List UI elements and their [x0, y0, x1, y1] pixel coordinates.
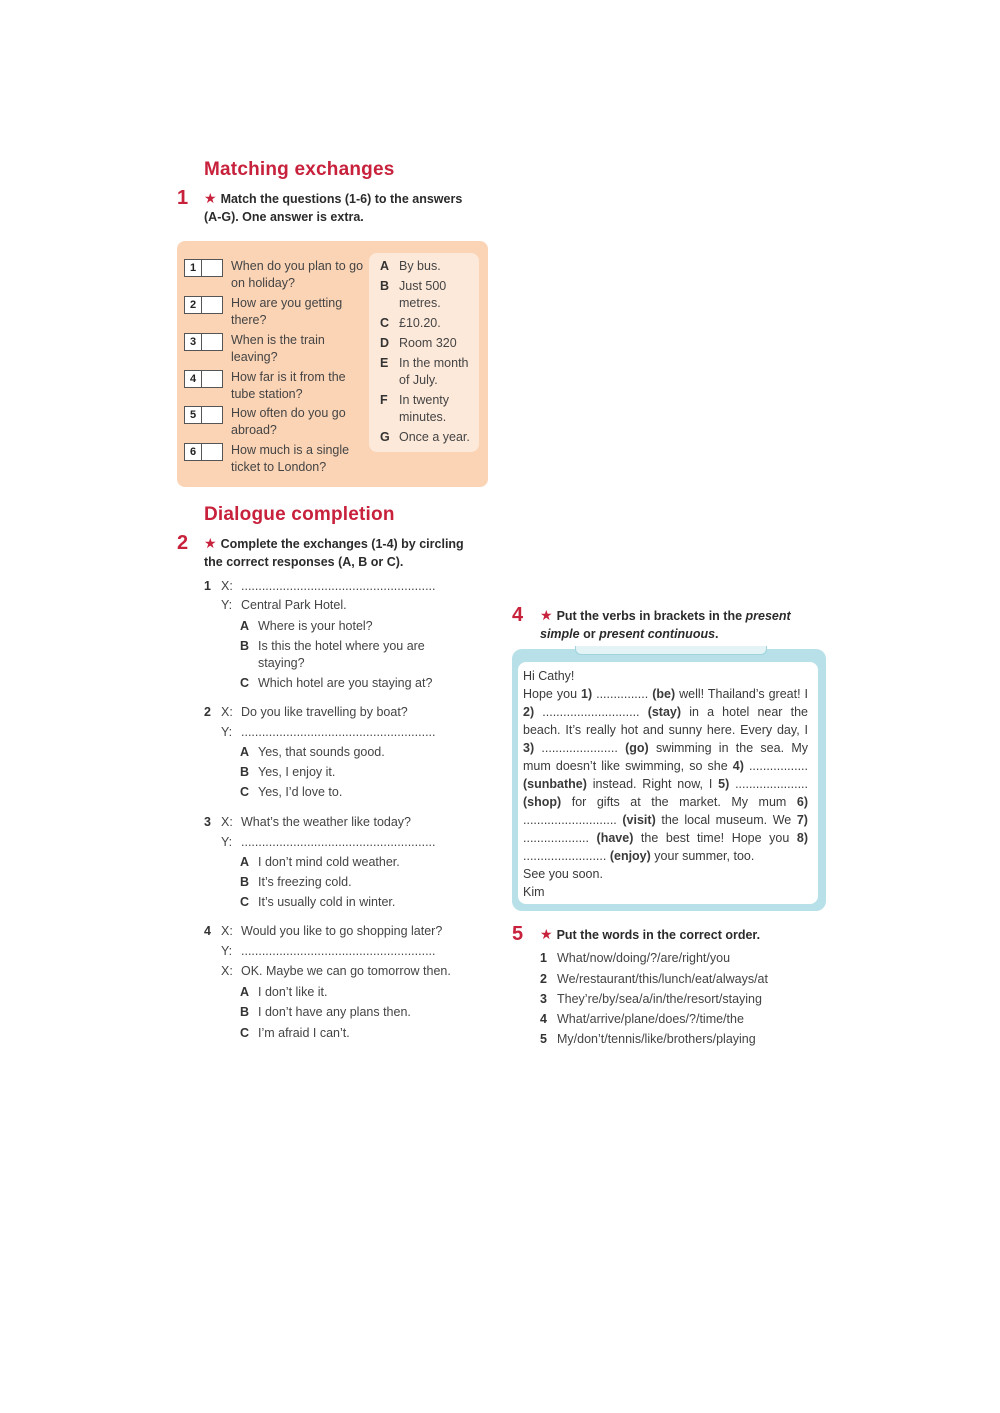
exercise-number-5: 5 [512, 923, 524, 945]
question-row [184, 369, 369, 403]
letter-tab [575, 646, 767, 655]
section-title-dialogue: Dialogue completion [204, 504, 395, 525]
list-item: 2 We/restaurant/this/lunch/eat/always/at [540, 972, 768, 986]
star-icon: ★ [540, 607, 553, 623]
answer-box-2[interactable] [184, 296, 223, 314]
speaker-x: X: [221, 815, 233, 829]
response-option[interactable]: A I don’t mind cold weather. [240, 855, 400, 869]
response-option[interactable]: C Yes, I’d love to. [240, 785, 343, 799]
dialogue-line: What’s the weather like today? [241, 815, 412, 829]
answer-letter: D [380, 336, 390, 350]
answer-option [380, 278, 480, 312]
answer-text: By bus. [399, 259, 441, 273]
question-text: How are you getting there? [231, 296, 343, 327]
exercise-2-instruction [204, 534, 479, 571]
star-icon: ★ [204, 190, 217, 206]
letter-greeting: Hi Cathy! [523, 669, 575, 683]
star-icon: ★ [540, 926, 553, 942]
question-text: How far is it from the tube station? [231, 370, 346, 401]
dialogue-number: 3 [204, 815, 211, 829]
answer-text: Room 320 [399, 336, 457, 350]
gap-3[interactable]: ...................... [534, 741, 626, 755]
question-row [184, 332, 369, 366]
answer-letter: A [380, 259, 390, 273]
letter-text [523, 667, 808, 901]
list-item: 3 They’re/by/sea/a/in/the/resort/staying [540, 992, 762, 1006]
answer-blank[interactable]: ........................................................ [241, 579, 436, 593]
question-number: 6 [185, 444, 202, 460]
answer-text: In the month of July. [399, 356, 469, 387]
answer-blank[interactable]: ........................................................ [241, 944, 436, 958]
dialogue-line: Central Park Hotel. [241, 598, 347, 612]
dialogue-line: Would you like to go shopping later? [241, 924, 443, 938]
question-text: When do you plan to go on holiday? [231, 259, 364, 290]
answer-box-1[interactable] [184, 259, 223, 277]
question-text: How much is a single ticket to London? [231, 443, 350, 474]
question-number: 5 [185, 407, 202, 423]
speaker-y: Y: [221, 944, 233, 958]
dialogue-line: OK. Maybe we can go tomorrow then. [241, 964, 451, 978]
question-row [184, 405, 369, 439]
speaker-y: Y: [221, 725, 233, 739]
response-option[interactable]: A I don’t like it. [240, 985, 328, 999]
response-option[interactable]: C I’m afraid I can’t. [240, 1026, 350, 1040]
response-option[interactable]: C It’s usually cold in winter. [240, 895, 396, 909]
answer-letter: E [380, 356, 389, 370]
speaker-y: Y: [221, 835, 233, 849]
exercise-number-4: 4 [512, 604, 524, 626]
gap-7[interactable]: ................... [523, 831, 597, 845]
instruction-text: Put the words in the correct order. [556, 928, 761, 942]
letter-body: Hope you 1) ............... (be) well! Thailand’s great! I 2) ............................ (stay) in a hotel near the beach. It’s really hot and sunny here. Every day, I 3) ...................... (go) swimming in the sea. My mum doesn’t like swimming, so she 4) ................. (sunbathe) instead. Right now, I 5) ..................... (shop) for gifts at the market. My mum 6) ........................... (visit) the local museum. We 7) ................... (have) the best time! Hope you 8) ........................ (enjoy) your summer, too. [523, 687, 809, 863]
dialogue-line: Do you like travelling by boat? [241, 705, 408, 719]
response-option[interactable]: B I don’t have any plans then. [240, 1005, 411, 1019]
answer-option [380, 335, 480, 352]
answer-letter: G [380, 430, 390, 444]
dialogue-number: 2 [204, 705, 211, 719]
dialogue-number: 4 [204, 924, 211, 938]
answer-letter: F [380, 393, 388, 407]
answer-text: In twenty minutes. [399, 393, 450, 424]
question-row [184, 442, 369, 476]
gap-8[interactable]: ........................ [523, 849, 610, 863]
exercise-number-1: 1 [177, 187, 189, 209]
question-number: 4 [185, 371, 202, 387]
response-option[interactable]: B It’s freezing cold. [240, 875, 352, 889]
answer-option [380, 429, 480, 446]
gap-6[interactable]: ........................... [523, 813, 623, 827]
exercise-5-instruction [540, 925, 810, 944]
response-option[interactable]: B Yes, I enjoy it. [240, 765, 336, 779]
speaker-x: X: [221, 964, 233, 978]
answer-box-3[interactable] [184, 333, 223, 351]
star-icon: ★ [204, 535, 217, 551]
exercise-4-instruction: ★ Put the verbs in brackets in the present simple or present continuous. [540, 607, 791, 641]
gap-4[interactable]: ................. [743, 759, 808, 773]
question-text: How often do you go abroad? [231, 406, 346, 437]
answer-text: Just 500 metres. [399, 279, 447, 310]
answer-blank[interactable]: ........................................................ [241, 835, 436, 849]
exercise-number-2: 2 [177, 532, 189, 554]
speaker-x: X: [221, 705, 233, 719]
question-text: When is the train leaving? [231, 333, 325, 364]
answer-blank[interactable]: ........................................................ [241, 725, 436, 739]
answer-letter: C [380, 316, 390, 330]
answer-text: Once a year. [399, 430, 470, 444]
list-item: 5 My/don’t/tennis/like/brothers/playing [540, 1032, 756, 1046]
instruction-text: Complete the exchanges (1-4) by circling the correct responses (A, B or C). [204, 537, 464, 569]
answer-box-4[interactable] [184, 370, 223, 388]
answer-box-6[interactable] [184, 443, 223, 461]
gap-5[interactable]: ..................... [729, 777, 808, 791]
answer-box-5[interactable] [184, 406, 223, 424]
question-row [184, 295, 369, 329]
response-option[interactable]: A Where is your hotel? [240, 619, 373, 633]
response-option[interactable]: A Yes, that sounds good. [240, 745, 385, 759]
instruction-text: Match the questions (1-6) to the answers (A-G). One answer is extra. [204, 192, 463, 224]
exercise-1-instruction [204, 189, 479, 226]
letter-signature: Kim [523, 885, 545, 899]
dialogue-number: 1 [204, 579, 211, 593]
response-option[interactable]: B Is this the hotel where you are staying? [240, 639, 425, 670]
question-row [184, 258, 369, 292]
speaker-x: X: [221, 579, 233, 593]
answer-text: £10.20. [399, 316, 441, 330]
gap-1[interactable]: ............... [592, 687, 653, 701]
answer-option [380, 392, 480, 426]
answer-letter: B [380, 279, 390, 293]
answer-option [380, 315, 480, 332]
list-item: 1 What/now/doing/?/are/right/you [540, 951, 731, 965]
question-number: 3 [185, 334, 202, 350]
list-item: 4 What/arrive/plane/does/?/time/the [540, 1012, 744, 1026]
speaker-y: Y: [221, 598, 233, 612]
speaker-x: X: [221, 924, 233, 938]
letter-closing: See you soon. [523, 867, 603, 881]
question-number: 2 [185, 297, 202, 313]
gap-2[interactable]: ............................ [534, 705, 648, 719]
answer-option [380, 258, 480, 275]
answer-option [380, 355, 480, 389]
response-option[interactable]: C Which hotel are you staying at? [240, 676, 433, 690]
section-title-matching: Matching exchanges [204, 159, 395, 180]
question-number: 1 [185, 260, 202, 276]
